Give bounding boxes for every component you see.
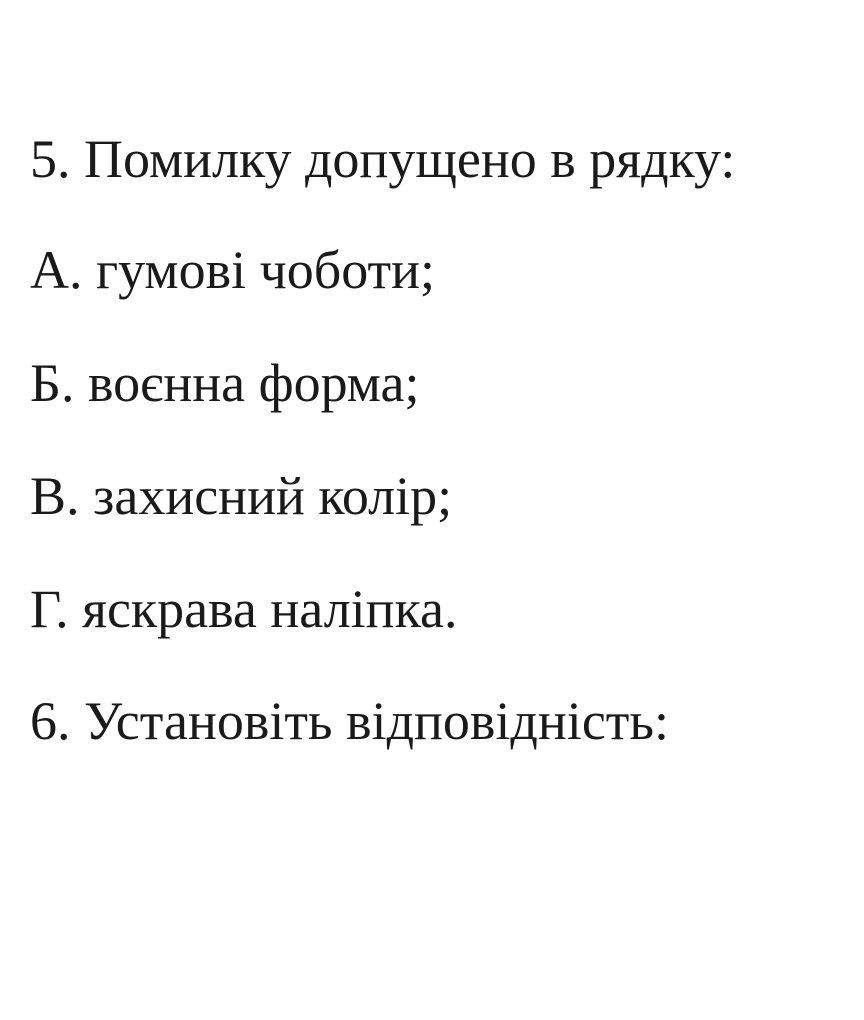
question-6-title: 6. Установіть відповідність: xyxy=(30,691,670,751)
question-5-title: 5. Помилку допущено в рядку: xyxy=(30,129,736,189)
question-5-option-a: А. гумові чоботи; xyxy=(30,240,436,300)
question-5-option-c: В. захисний колір; xyxy=(30,466,453,526)
question-5-option-b: Б. воєнна форма; xyxy=(30,353,420,413)
question-5-option-d: Г. яскрава наліпка. xyxy=(30,579,458,639)
